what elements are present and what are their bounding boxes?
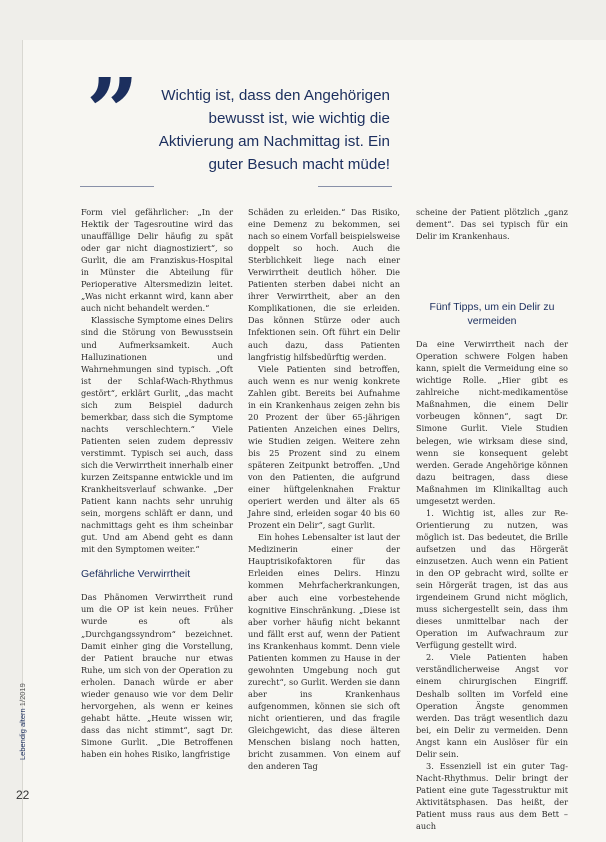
section-heading: Fünf Tipps, um ein Delir zu vermeiden xyxy=(429,301,555,328)
text-column-2 xyxy=(248,206,400,772)
paragraph: 1. Wichtig ist, alles zur Re-Orientierung zu nutzen, was möglich ist. Das bedeutet, die Brille aufsetzen und das Hörgerät einzusetzen. Auch wenn ein Patient in den OP gebracht wird, sollte er sein Hörgerät tragen, ist das aus irgendeinem Grund nicht möglich, muss sichergestellt sein, dass ihm dieses unmittelbar nach der Operation im Aufwachraum zur Verfügung gestellt wird. xyxy=(416,507,568,651)
section-heading: Gefährliche Verwirrtheit xyxy=(81,568,191,581)
paragraph: Klassische Symptome eines Delirs sind die Störung von Bewusstsein und Aufmerksamkeit. Auch Halluzinationen und Wahrnehmungen sind typisch. „Oft ist der Schlaf-Wach-Rhythmus gestört“, erklärt Gurlit, „das macht sich zum Beispiel dadurch bemerkbar, dass sich die Symptome nachts verschlechtern.“ Viele Patienten seien zudem depressiv verstimmt. Typisch sei auch, dass sich die Verwirrtheit innerhalb einer kurzen Zeitspanne entwickle und im Krankheitsverlauf schwanke. „Der Patient kann nachts sehr unruhig sein, morgens schläft er dann, und nachmittags geht es ihm scheinbar gut. Und am Abend geht es dann mit den Symptomen weiter.“ xyxy=(81,315,233,555)
issue-number: 1/2019 xyxy=(18,683,27,707)
paragraph: 2. Viele Patienten haben verständlicherweise Angst vor einem chirurgischen Eingriff. Deshalb sollten im Vorfeld eine Operation Ängste genommen werden. Das trägt wesentlich dazu bei, ein Delir zu vermeiden. Denn Angst kann ein Auslöser für ein Delir sein. xyxy=(416,652,568,759)
text-column-3 xyxy=(416,206,568,832)
magazine-brand: Lebendig altern xyxy=(18,708,27,760)
paragraph: Da eine Verwirrtheit nach der Operation schwere Folgen haben kann, spielt die Vermeidung eine so wichtige Rolle. „Hier gibt es zahlreiche nicht-medikamentöse Maßnahmen, die einem Delir vorbeugen können“, sagt Dr. Simone Gurlit. Viele Studien belegen, wie wirksam diese sind, wenn sie konsequent gelebt werden. Gerade Angehörige können dazu beitragen, dass diese Maßnahmen im Klinikalltag auch umgesetzt werden. xyxy=(416,339,568,506)
text-column-1 xyxy=(81,206,233,760)
divider xyxy=(318,186,392,187)
divider xyxy=(80,186,154,187)
paragraph: Das Phänomen Verwirrtheit rund um die OP ist kein neues. Früher wurde es oft als „Durchgangssyndrom“ bezeichnet. Damit einher ging die Vorstellung, der Patient brauche nur etwas Ruhe, um sich von der Operation zu erholen. Danach würde er aber wieder genauso wie vor dem Delir hervorgehen, als wenn er keines gehabt hätte. „Heute wissen wir, dass das nicht stimmt“, sagt Dr. Simone Gurlit. „Die Betroffenen haben ein hohes Risiko, langfristige xyxy=(81,592,233,759)
paragraph: Viele Patienten sind betroffen, auch wenn es nur wenig konkrete Zahlen gibt. Bereits bei Aufnahme in ein Krankenhaus zeigen zehn bis 20 Prozent der über 65-jährigen Patienten Anzeichen eines Delirs, wie Studien zeigen. Weitere zehn bis 25 Prozent sind zu einem späteren Zeitpunkt betroffen. „Und von den Patienten, die aufgrund einer hüftgelenknahen Fraktur operiert werden und älter als 65 Jahre sind, erleiden sogar 40 bis 60 Prozent ein Delir“, sagt Gurlit. xyxy=(248,363,400,531)
paragraph: scheine der Patient plötzlich „ganz dement“. Das sei typisch für ein Delir im Krankenhaus. xyxy=(416,207,568,242)
paragraph: Ein hohes Lebensalter ist laut der Medizinerin einer der Hauptrisikofaktoren für das Erleiden eines Delirs. Hinzu kommen Mehrfacherkrankungen, aber auch eine vorbestehende kognitive Einschränkung. „Diese ist aber vorher häufig nicht bekannt und fällt erst auf, wenn der Patient ins Krankenhaus kommt. Denn viele Patienten kommen zu Hause in der gewohnten Umgebung noch gut zurecht“, so Gurlit. Werden sie dann aber ins Krankenhaus aufgenommen, können sie sich oft nicht orientieren, und das fragile Gleichgewicht, das diese älteren Menschen bislang noch hatten, bricht zusammen. Von einem auf den anderen Tag xyxy=(248,532,400,772)
paragraph: 3. Essenziell ist ein guter Tag-Nacht-Rhythmus. Delir bringt der Patient eine gute Tagesstruktur mit Aktivitätsphasen. Das heißt, der Patient muss raus aus dem Bett – auch xyxy=(416,760,568,832)
paragraph: Schäden zu erleiden.“ Das Risiko, eine Demenz zu bekommen, sei nach so einem Vorfall beispielsweise doppelt so hoch. Auch die Sterblichkeit liege nach einer Verwirrtheit deutlich höher. Die Patienten sterben dabei nicht an ihrer Verwirrtheit, aber an den Komplikationen, die sie erleiden. Das können Stürze oder auch Infektionen sein. Oft führt ein Delir auch dazu, dass Patienten langfristig hilfsbedürftig werden. xyxy=(248,207,401,362)
quotation-mark-icon: ” xyxy=(86,58,139,166)
pull-quote: Wichtig ist, dass den Angehörigen bewusst ist, wie wichtig die Aktivierung am Nachmittag ist. Ein guter Besuch macht müde! xyxy=(158,87,390,173)
page-number: 22 xyxy=(16,788,30,802)
paragraph: Form viel gefährlicher: „In der Hektik der Tagesroutine wird das unauffällige Delir häufig zu spät oder gar nicht diagnostiziert“, so Gurlit, die am Franziskus-Hospital in Münster die Abteilung für Perioperative Altersmedizin leitet. „Was nicht erkannt wird, kann aber auch nicht behandelt werden.“ xyxy=(81,207,233,314)
running-footer xyxy=(18,683,27,760)
